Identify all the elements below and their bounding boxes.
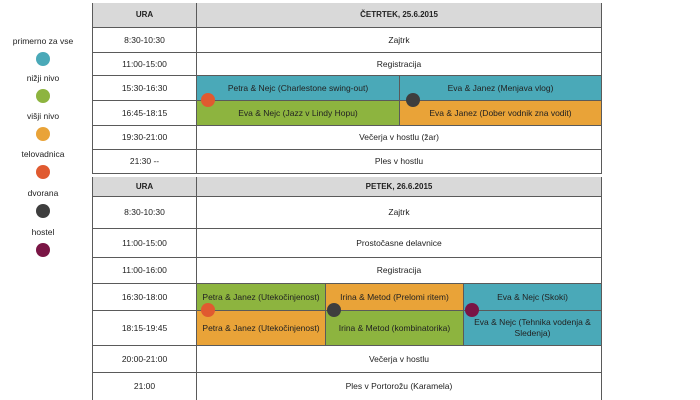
table-row xyxy=(92,126,602,150)
row-time: 16:45-18:15 xyxy=(92,101,196,125)
row-time: 11:00-15:00 xyxy=(92,53,196,75)
row-time: 11:00-15:00 xyxy=(92,229,196,257)
red-circle-icon xyxy=(201,303,215,317)
legend-label: nižji nivo xyxy=(26,73,60,83)
row-time: 8:30-10:30 xyxy=(92,28,196,52)
legend-label: hostel xyxy=(31,227,55,237)
legend-label: dvorana xyxy=(27,188,59,198)
row-event: Registracija xyxy=(196,258,602,283)
legend-label: višji nivo xyxy=(26,111,60,121)
red-circle-icon xyxy=(36,165,50,179)
row-time: 19:30-21:00 xyxy=(92,126,196,149)
legend-item-hostel xyxy=(0,227,86,257)
table-row xyxy=(92,373,602,400)
blue-circle-icon xyxy=(36,52,50,66)
dark-circle-icon xyxy=(327,303,341,317)
dark-circle-icon xyxy=(406,93,420,107)
header-day: ČETRTEK, 25.6.2015 xyxy=(196,3,602,27)
green-circle-icon xyxy=(36,89,50,103)
row-time: 11:00-16:00 xyxy=(92,258,196,283)
row-time: 20:00-21:00 xyxy=(92,346,196,372)
workshop-cell: Eva & Nejc (Jazz v Lindy Hopu) xyxy=(196,101,399,125)
row-event: Registracija xyxy=(196,53,602,75)
row-time: 16:30-18:00 xyxy=(92,284,196,310)
row-event: Zajtrk xyxy=(196,197,602,228)
table-row xyxy=(92,101,602,126)
row-time: 18:15-19:45 xyxy=(92,311,196,345)
row-time: 21:30 -- xyxy=(92,150,196,173)
legend-item-gym xyxy=(0,149,86,179)
row-event: Ples v Portorožu (Karamela) xyxy=(196,373,602,400)
row-event: Prostočasne delavnice xyxy=(196,229,602,257)
schedule-thursday xyxy=(92,3,602,173)
table-row xyxy=(92,53,602,76)
legend-item-higher-level xyxy=(0,111,86,141)
workshop-cell: Petra & Nejc (Charlestone swing-out) xyxy=(196,76,399,100)
workshop-cell: Petra & Janez (Utekočinjenost) xyxy=(196,311,325,345)
table-row xyxy=(92,229,602,258)
row-time: 8:30-10:30 xyxy=(92,197,196,228)
legend-item-hall xyxy=(0,188,86,218)
row-event: Zajtrk xyxy=(196,28,602,52)
legend-label: primerno za vse xyxy=(12,36,74,46)
table-row xyxy=(92,258,602,284)
header-time: URA xyxy=(92,3,196,27)
row-time: 21:00 xyxy=(92,373,196,400)
workshop-cell: Eva & Nejc (Skoki) xyxy=(463,284,602,310)
table-row xyxy=(92,28,602,53)
row-time: 15:30-16:30 xyxy=(92,76,196,100)
red-circle-icon xyxy=(201,93,215,107)
header-day: PETEK, 26.6.2015 xyxy=(196,177,602,196)
dark-circle-icon xyxy=(36,204,50,218)
table-row xyxy=(92,150,602,174)
workshop-cell: Eva & Janez (Menjava vlog) xyxy=(399,76,602,100)
table-row xyxy=(92,284,602,311)
header-time: URA xyxy=(92,177,196,196)
row-event: Ples v hostlu xyxy=(196,150,602,173)
workshop-cell: Eva & Nejc (Tehnika vodenja & Sledenja) xyxy=(463,311,602,345)
table-row xyxy=(92,197,602,229)
workshop-cell: Irina & Metod (Prelomi ritem) xyxy=(325,284,463,310)
table-header xyxy=(92,3,602,28)
row-event: Večerja v hostlu xyxy=(196,346,602,372)
workshop-cell: Irina & Metod (kombinatorika) xyxy=(325,311,463,345)
purple-circle-icon xyxy=(36,243,50,257)
workshop-cell: Eva & Janez (Dober vodnik zna vodit) xyxy=(399,101,602,125)
legend-label: telovadnica xyxy=(21,149,65,159)
table-header xyxy=(92,177,602,197)
purple-circle-icon xyxy=(465,303,479,317)
orange-circle-icon xyxy=(36,127,50,141)
legend-item-all-levels xyxy=(0,36,86,66)
legend-item-lower-level xyxy=(0,73,86,103)
table-row xyxy=(92,76,602,101)
schedule-friday xyxy=(92,177,602,400)
workshop-cell: Petra & Janez (Utekočinjenost) xyxy=(196,284,325,310)
table-row xyxy=(92,346,602,373)
table-row xyxy=(92,311,602,346)
row-event: Večerja v hostlu (žar) xyxy=(196,126,602,149)
